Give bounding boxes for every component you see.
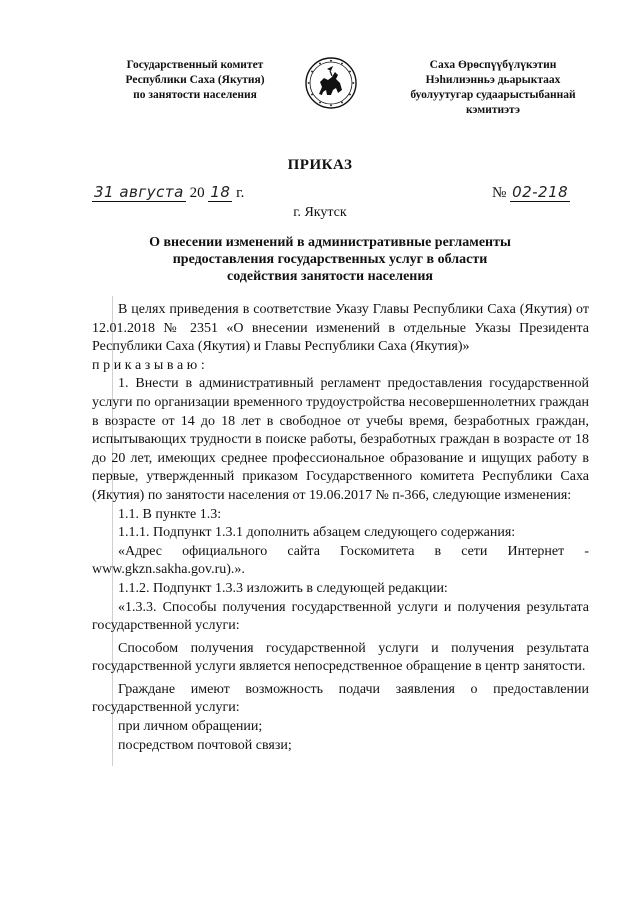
document-title: ПРИКАЗ bbox=[287, 157, 353, 173]
order-date bbox=[92, 183, 244, 202]
year-suffix: г. bbox=[236, 185, 245, 201]
handwritten-year: 18 bbox=[210, 183, 231, 201]
issuer-line: кэмитиэтэ bbox=[466, 104, 520, 116]
paragraph-item-1: 1. Внести в административный регламент предоставления государственной услуги по организации временного трудоустройства несовершеннолетних граждан в возрасте от 14 до 18 лет в свободное от учебы время, безработных граждан, испытывающих трудности в поиске работы, безработных граждан в возрасте от 18 до 20 лет, имеющих среднее профессиональное образование и ищущих работу в первые, утвержденный приказом Государственного комитета Республики Саха (Якутия) по занятости населения от 19.06.2017 № п-366, следующие изменения: bbox=[92, 376, 589, 503]
paragraph-item-1-1-2: 1.1.2. Подпункт 1.3.3 изложить в следующей редакции: bbox=[118, 580, 448, 596]
paragraph-item-1-1-1: 1.1.1. Подпункт 1.3.1 дополнить абзацем следующего содержания: bbox=[118, 525, 516, 541]
issuer-line: Саха Өрөспүүбүлүкэтин bbox=[429, 59, 557, 71]
issuer-line: Нэһилиэнньэ дьарыктаах bbox=[425, 74, 561, 86]
order-number bbox=[492, 183, 570, 202]
year-prefix: 20 bbox=[189, 185, 205, 201]
issuer-line: Государственный комитет bbox=[126, 59, 264, 71]
handwritten-number: 02-218 bbox=[512, 183, 569, 201]
order-subject bbox=[120, 234, 540, 285]
paragraph-application: Граждане имеют возможность подачи заявления о предоставлении государственной услуги: bbox=[92, 681, 589, 716]
paragraph-website: «Адрес официального сайта Госкомитета в сети Интернет - www.gkzn.sakha.gov.ru).». bbox=[92, 543, 589, 578]
order-word-line bbox=[92, 357, 589, 376]
issuer-block-russian bbox=[95, 58, 295, 103]
coat-of-arms-emblem bbox=[305, 57, 357, 109]
paragraph-method: Способом получения государственной услуги и получения результата государственной услуги является непосредственное обращение в центр занятости. bbox=[92, 640, 589, 675]
subject-line: содействия занятости населения bbox=[226, 269, 434, 284]
order-body bbox=[92, 301, 589, 755]
subject-line: О внесении изменений в административные регламенты bbox=[149, 235, 511, 250]
paragraph-in-person: при личном обращении; bbox=[118, 719, 263, 735]
paragraph-item-1-1: 1.1. В пункте 1.3: bbox=[118, 506, 222, 522]
subject-line: предоставления государственных услуг в области bbox=[172, 252, 488, 267]
order-word: приказываю: bbox=[92, 357, 209, 373]
city-name: г. Якутск bbox=[293, 205, 347, 220]
issuer-line: по занятости населения bbox=[133, 89, 257, 101]
paragraph-item-1-3-3: «1.3.3. Способы получения государственной услуги и получения результата государственной услуги: bbox=[92, 599, 589, 634]
handwritten-date: 31 августа bbox=[94, 183, 184, 201]
paragraph-preamble: В целях приведения в соответствие Указу Главы Республики Саха (Якутия) от 12.01.2018 № 2351 «О внесении изменений в отдельные Указы Президента Республики Саха (Якутия) и Главы Республики Саха (Якутия)» bbox=[92, 302, 589, 355]
paragraph-by-post: посредством почтовой связи; bbox=[118, 737, 292, 753]
issuer-line: буолуутугар судаарыстыбаннай bbox=[410, 89, 576, 101]
issuer-line: Республики Саха (Якутия) bbox=[125, 74, 265, 86]
issuer-block-sakha bbox=[388, 58, 598, 118]
number-sign: № bbox=[492, 185, 507, 201]
